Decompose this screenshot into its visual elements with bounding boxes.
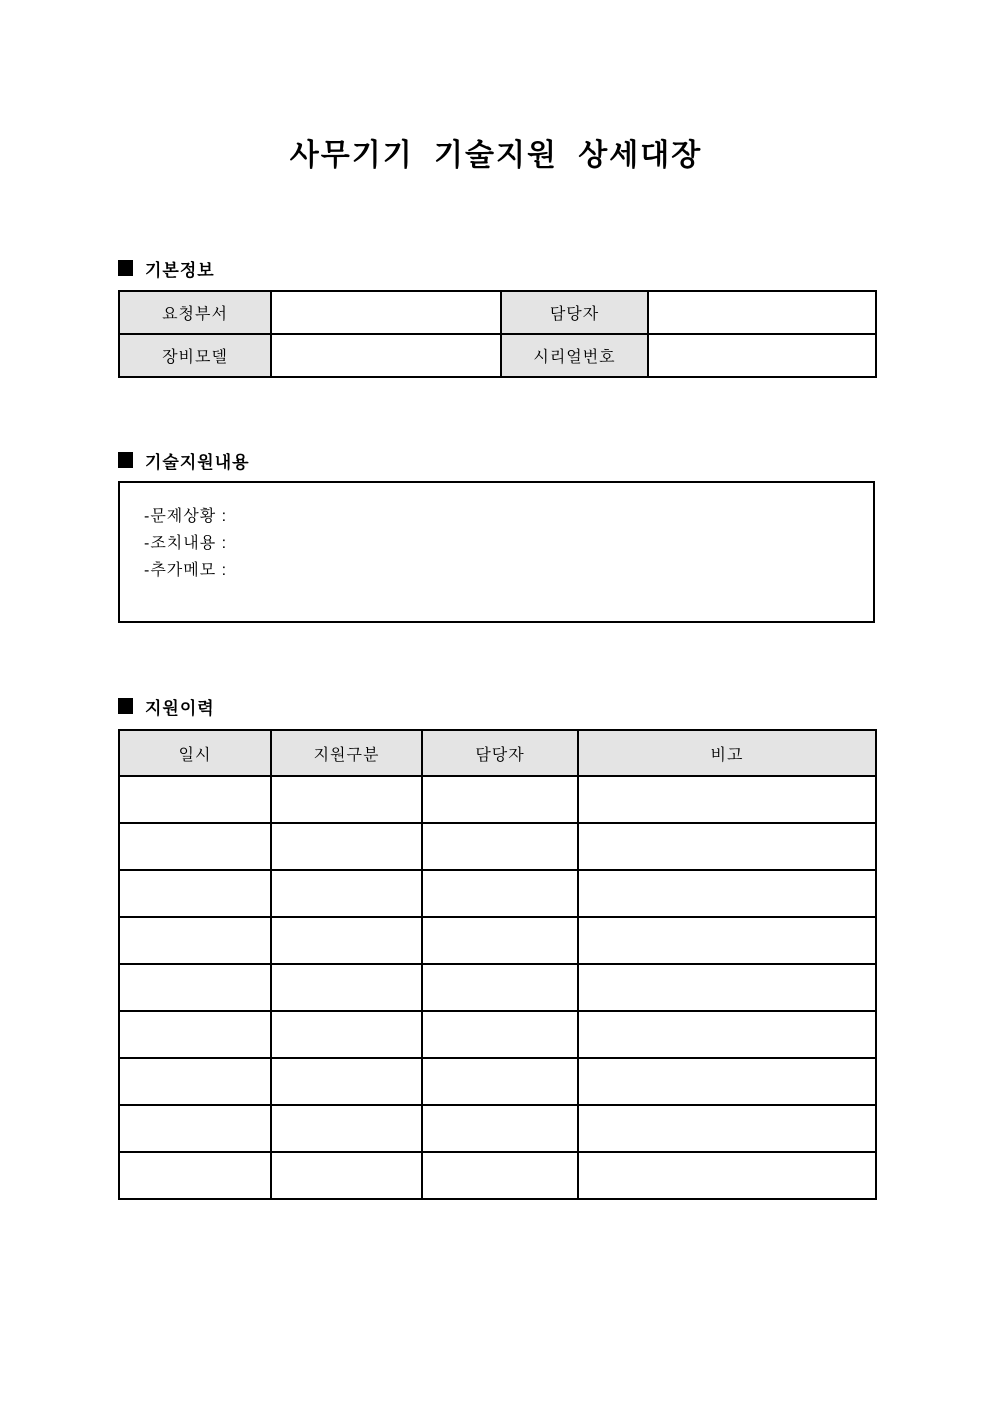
page-title: 사무기기 기술지원 상세대장 — [289, 139, 703, 172]
section-marker-icon — [118, 698, 133, 714]
history-cell[interactable] — [422, 776, 578, 823]
history-cell[interactable] — [578, 823, 876, 870]
section-heading-support-content: 기술지원내용 — [145, 452, 250, 472]
history-row — [119, 964, 876, 1011]
basic-info-row — [119, 291, 876, 334]
history-cell[interactable] — [422, 1011, 578, 1058]
field-label-serial-number: 시리얼번호 — [501, 334, 648, 377]
history-cell[interactable] — [422, 823, 578, 870]
history-cell[interactable] — [422, 1152, 578, 1199]
history-row — [119, 870, 876, 917]
field-label-manager: 담당자 — [501, 291, 648, 334]
field-value-equipment-model[interactable] — [271, 334, 501, 377]
field-value-manager[interactable] — [648, 291, 876, 334]
history-cell[interactable] — [119, 870, 271, 917]
field-label-request-dept: 요청부서 — [119, 291, 271, 334]
history-cell[interactable] — [422, 870, 578, 917]
history-cell[interactable] — [578, 776, 876, 823]
field-value-serial-number[interactable] — [648, 334, 876, 377]
history-row — [119, 776, 876, 823]
history-header-row — [119, 730, 876, 776]
history-cell[interactable] — [422, 917, 578, 964]
history-cell[interactable] — [578, 917, 876, 964]
history-cell[interactable] — [271, 1105, 422, 1152]
history-row — [119, 1105, 876, 1152]
history-cell[interactable] — [271, 823, 422, 870]
history-cell[interactable] — [422, 1058, 578, 1105]
history-row — [119, 917, 876, 964]
support-content-line-problem: -문제상황 : — [144, 508, 228, 525]
history-cell[interactable] — [119, 1152, 271, 1199]
support-history-table — [118, 729, 877, 1200]
history-cell[interactable] — [271, 870, 422, 917]
history-row — [119, 823, 876, 870]
history-cell[interactable] — [271, 1011, 422, 1058]
history-cell[interactable] — [119, 964, 271, 1011]
history-row — [119, 1058, 876, 1105]
basic-info-table — [118, 290, 877, 378]
history-col-manager: 담당자 — [422, 730, 578, 776]
section-heading-support-history: 지원이력 — [145, 698, 215, 718]
history-row — [119, 1152, 876, 1199]
support-content-line-action: -조치내용 : — [144, 535, 228, 552]
history-col-support-type: 지원구분 — [271, 730, 422, 776]
history-row — [119, 1011, 876, 1058]
history-col-note: 비고 — [578, 730, 876, 776]
section-header-support-content — [118, 450, 875, 470]
history-cell[interactable] — [578, 964, 876, 1011]
history-cell[interactable] — [271, 776, 422, 823]
history-cell[interactable] — [271, 917, 422, 964]
history-cell[interactable] — [119, 776, 271, 823]
history-cell[interactable] — [422, 1105, 578, 1152]
history-cell[interactable] — [119, 1105, 271, 1152]
history-cell[interactable] — [578, 1011, 876, 1058]
history-cell[interactable] — [422, 964, 578, 1011]
history-cell[interactable] — [119, 1011, 271, 1058]
basic-info-row — [119, 334, 876, 377]
section-marker-icon — [118, 452, 133, 468]
section-marker-icon — [118, 260, 133, 276]
section-header-basic-info — [118, 258, 875, 278]
support-content-box[interactable] — [118, 481, 875, 623]
field-label-equipment-model: 장비모델 — [119, 334, 271, 377]
document-content — [118, 258, 875, 1200]
history-cell[interactable] — [578, 1058, 876, 1105]
field-value-request-dept[interactable] — [271, 291, 501, 334]
history-cell[interactable] — [271, 964, 422, 1011]
history-cell[interactable] — [271, 1152, 422, 1199]
history-cell[interactable] — [119, 917, 271, 964]
support-content-line-memo: -추가메모 : — [144, 562, 228, 579]
history-cell[interactable] — [578, 1152, 876, 1199]
section-heading-basic-info: 기본정보 — [145, 260, 215, 280]
section-header-support-history — [118, 696, 875, 716]
history-cell[interactable] — [119, 823, 271, 870]
history-cell[interactable] — [271, 1058, 422, 1105]
history-cell[interactable] — [119, 1058, 271, 1105]
history-cell[interactable] — [578, 870, 876, 917]
history-cell[interactable] — [578, 1105, 876, 1152]
history-col-datetime: 일시 — [119, 730, 271, 776]
